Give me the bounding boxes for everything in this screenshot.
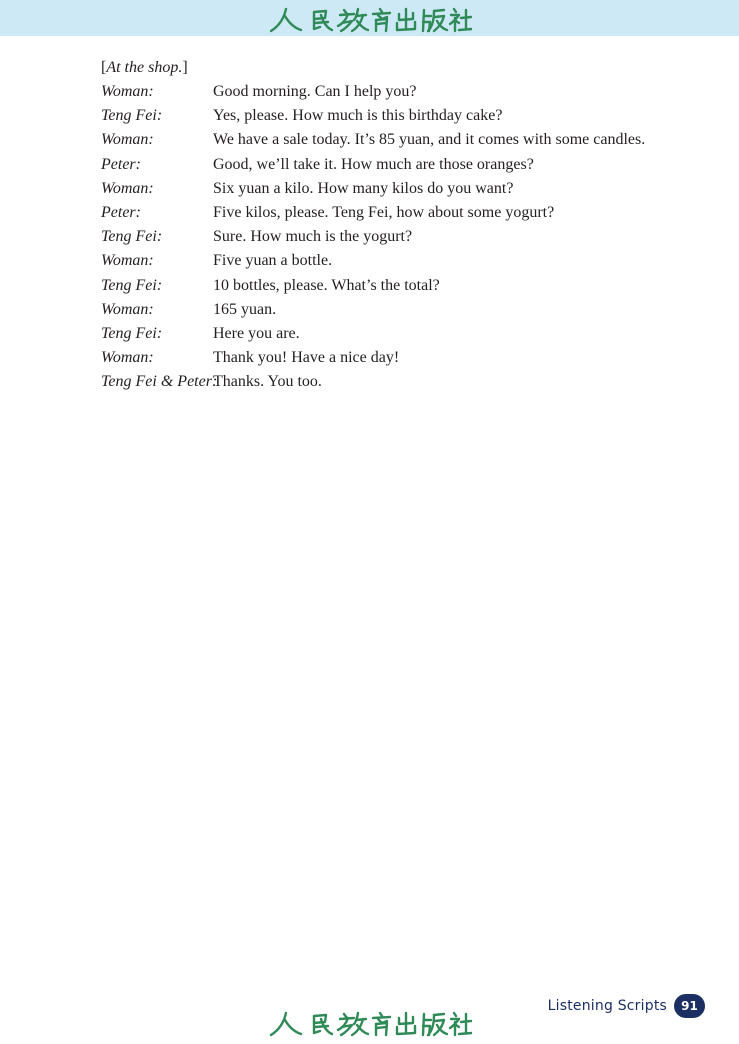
speaker-label: Peter: [101, 203, 141, 221]
speaker-label: Woman: [101, 300, 154, 318]
speaker-label: Teng Fei: [101, 107, 163, 125]
utterance-text: 165 yuan. [213, 300, 277, 318]
utterance-text: Good, we’ll take it. How much are those oranges? [213, 155, 534, 173]
utterance-text: 10 bottles, please. What’s the total? [213, 276, 440, 294]
dialogue-line [101, 128, 661, 152]
dialogue-line [101, 104, 661, 128]
scene-note-open-bracket: [ [101, 59, 107, 76]
publisher-logo-top [268, 4, 472, 34]
utterance-text: We have a sale today. It’s 85 yuan, and it comes with some candles. [213, 131, 646, 149]
publisher-calligraphy-icon [268, 4, 472, 34]
publisher-logo-bottom [268, 1008, 472, 1038]
dialogue-line [101, 80, 661, 104]
dialogue-line [101, 322, 661, 346]
dialogue-line [101, 225, 661, 249]
speaker-label: Teng Fei & Peter: [101, 373, 218, 391]
utterance-text: Here you are. [213, 324, 300, 342]
speaker-label: Woman: [101, 179, 154, 197]
footer-section-title: Listening Scripts [547, 998, 667, 1014]
speaker-label: Teng Fei: [101, 276, 163, 294]
speaker-label: Teng Fei: [101, 228, 163, 246]
utterance-text: Good morning. Can I help you? [213, 83, 417, 100]
utterance-text: Six yuan a kilo. How many kilos do you want? [213, 179, 514, 197]
publisher-calligraphy-icon [268, 1008, 472, 1038]
dialogue-line [101, 201, 661, 225]
utterance-text: Thank you! Have a nice day! [213, 349, 400, 367]
dialogue-script [101, 80, 661, 394]
utterance-text: Five yuan a bottle. [213, 252, 333, 270]
utterance-text: Thanks. You too. [213, 373, 322, 391]
speaker-label: Woman: [101, 131, 154, 149]
scene-note [101, 56, 188, 80]
dialogue-line [101, 346, 661, 370]
speaker-label: Teng Fei: [101, 324, 163, 342]
page-number-badge: 91 [674, 994, 705, 1018]
utterance-text: Sure. How much is the yogurt? [213, 228, 413, 246]
scene-note-text: At the shop. [106, 59, 183, 76]
dialogue-line [101, 177, 661, 201]
dialogue-line [101, 249, 661, 273]
dialogue-line [101, 274, 661, 298]
utterance-text: Five kilos, please. Teng Fei, how about some yogurt? [213, 203, 555, 221]
dialogue-line [101, 298, 661, 322]
speaker-label: Woman: [101, 83, 154, 100]
scene-note-close-bracket: ] [182, 59, 188, 76]
dialogue-line [101, 153, 661, 177]
utterance-text: Yes, please. How much is this birthday cake? [213, 107, 503, 125]
dialogue-line [101, 370, 661, 394]
speaker-label: Woman: [101, 349, 154, 367]
speaker-label: Peter: [101, 155, 141, 173]
speaker-label: Woman: [101, 252, 154, 270]
